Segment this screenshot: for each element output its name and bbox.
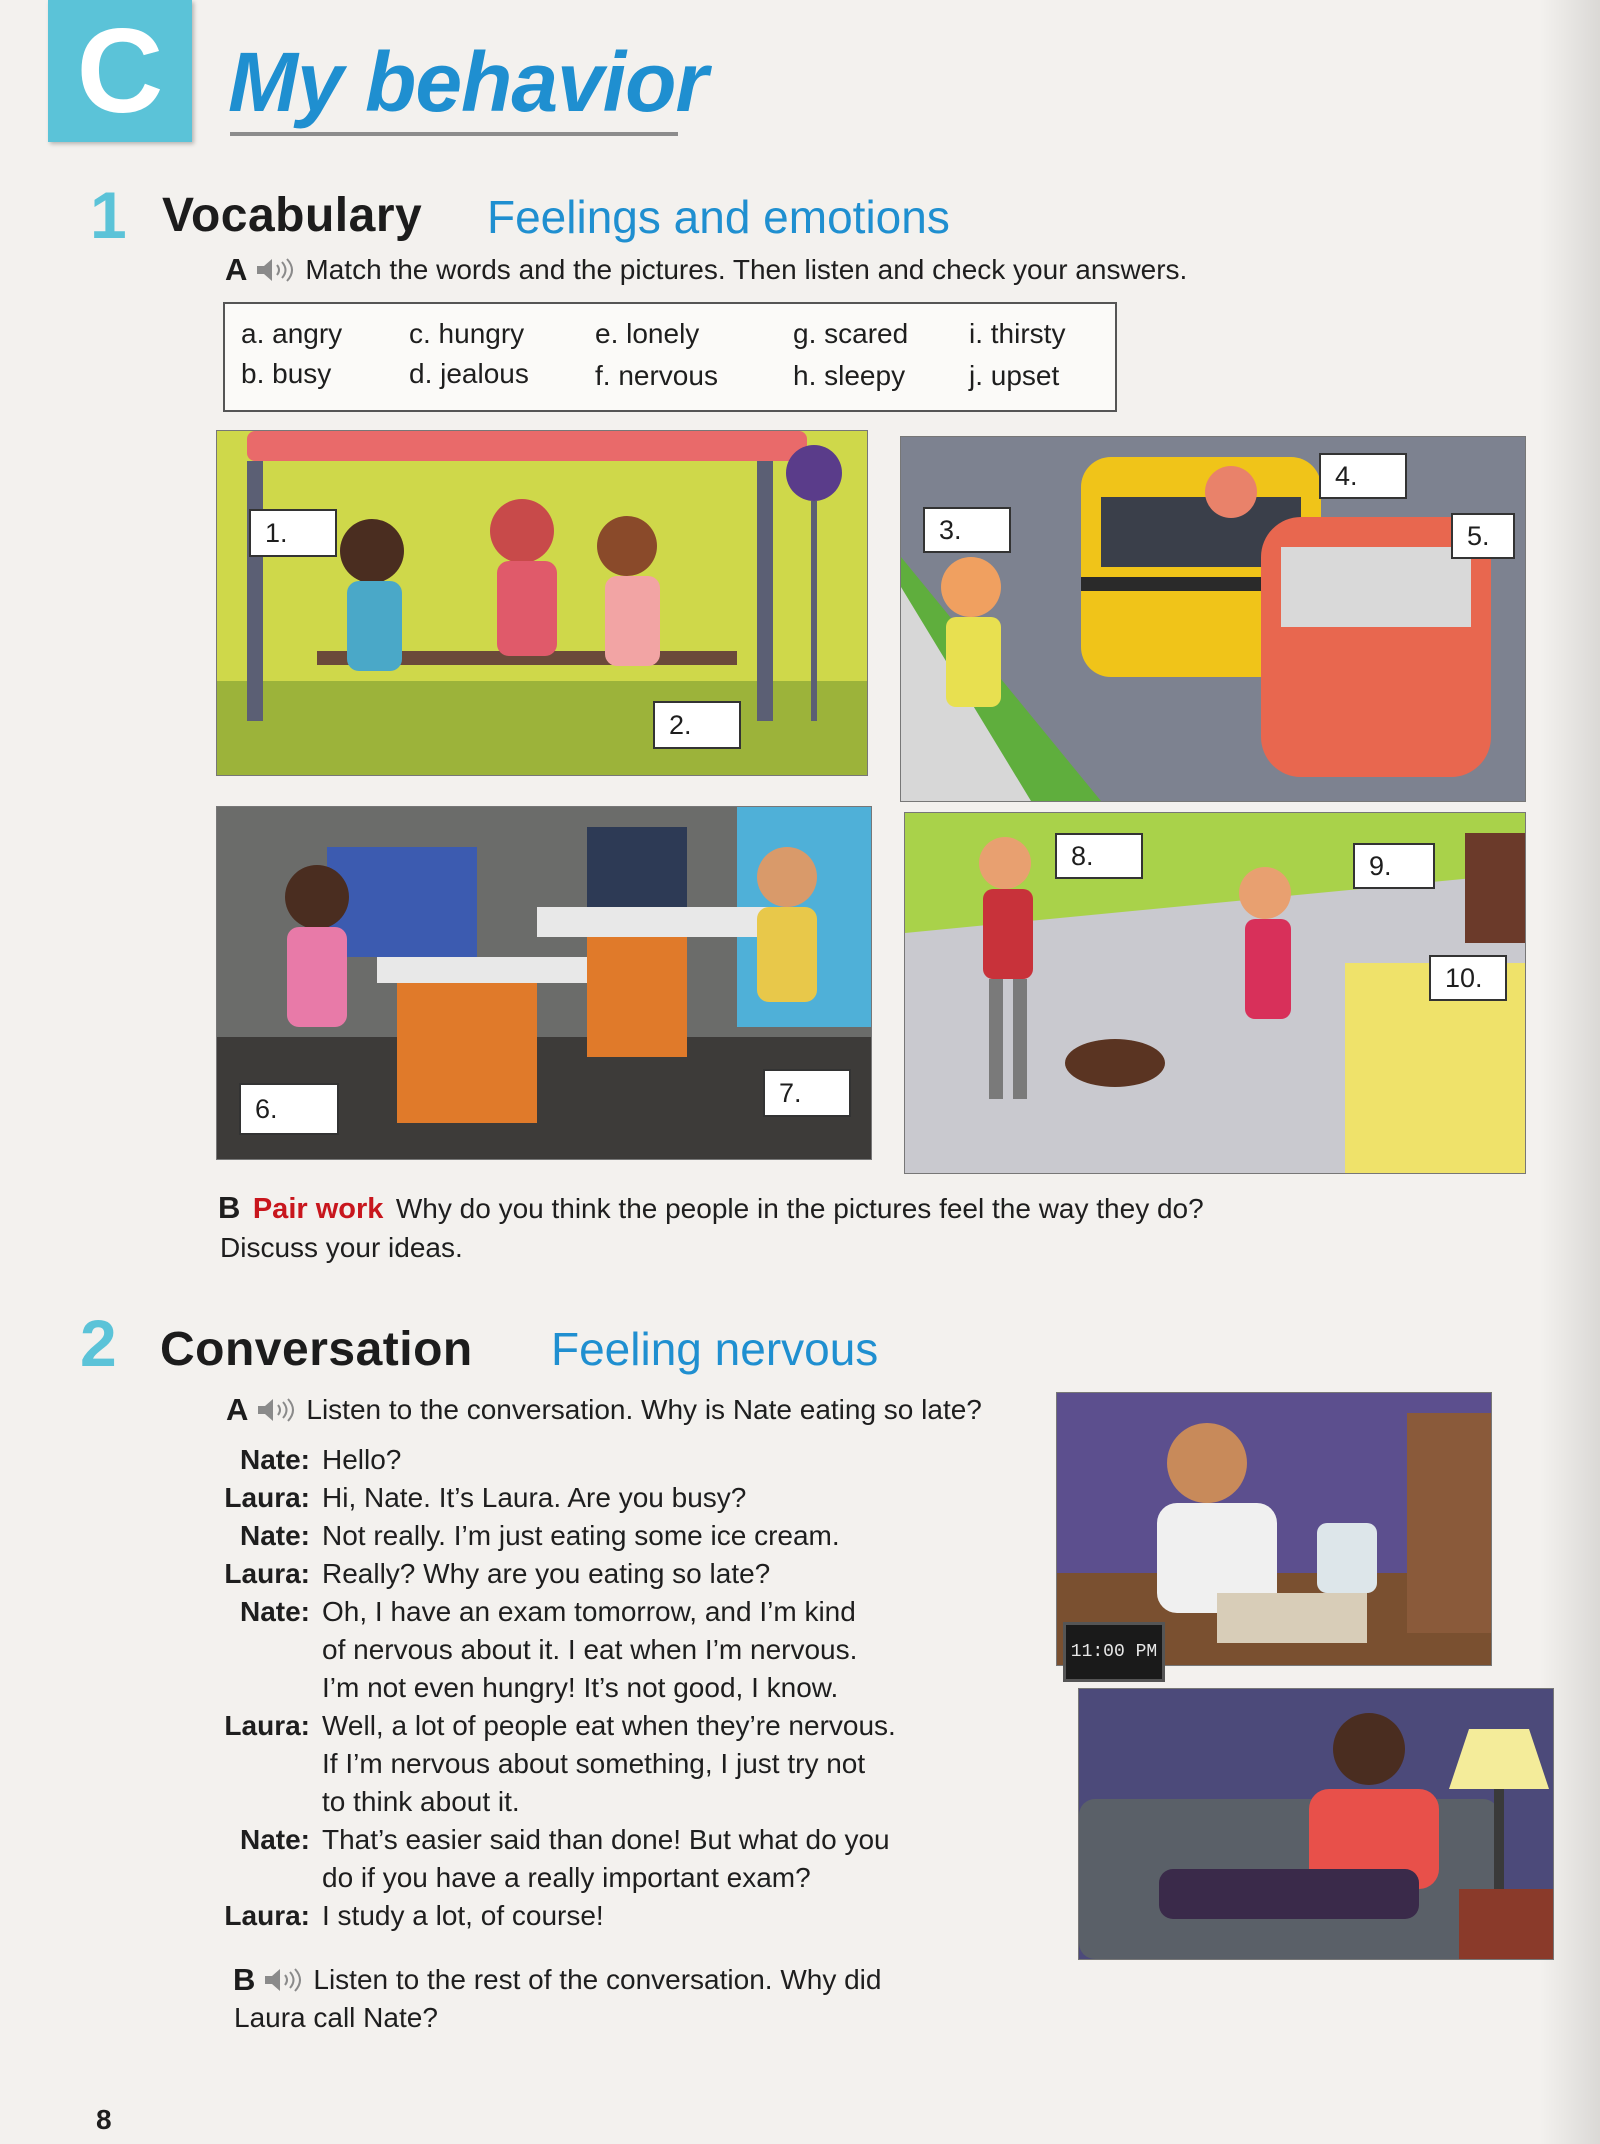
picture-number-box[interactable]: 6. bbox=[239, 1083, 339, 1135]
dialogue-line: Oh, I have an exam tomorrow, and I’m kind bbox=[322, 1596, 856, 1627]
picture-taxi-street bbox=[900, 436, 1526, 802]
word-option: j. upset bbox=[969, 360, 1060, 391]
word-option: h. sleepy bbox=[793, 360, 906, 391]
task-instruction: Match the words and the pictures. Then listen and check your answers. bbox=[305, 254, 1188, 285]
dialogue-line: That’s easier said than done! But what do you bbox=[322, 1824, 890, 1855]
laura-phone-illustration bbox=[1079, 1689, 1553, 1959]
speaker-name: Nate: bbox=[239, 1520, 310, 1551]
section-letter: C bbox=[76, 4, 164, 138]
task-b-pair-work bbox=[218, 1190, 1204, 1226]
picture-number-box[interactable]: 10. bbox=[1429, 955, 1507, 1001]
picture-sidewalk-dog bbox=[904, 812, 1526, 1174]
picture-number-box[interactable]: 3. bbox=[923, 507, 1011, 553]
section-title-conversation: Conversation bbox=[160, 1323, 473, 1376]
dialogue-line: Really? Why are you eating so late? bbox=[322, 1558, 771, 1589]
picture-office bbox=[216, 806, 872, 1160]
section-number-1: 1 bbox=[90, 178, 127, 252]
word-option: b. busy bbox=[241, 358, 332, 389]
dialogue bbox=[210, 1444, 970, 1944]
word-option: i. thirsty bbox=[969, 318, 1066, 349]
lesson-title: My behavior bbox=[228, 35, 708, 129]
task-letter: A bbox=[225, 252, 248, 287]
speaker-name: Nate: bbox=[239, 1444, 310, 1475]
picture-number-box[interactable]: 7. bbox=[763, 1069, 851, 1117]
section-letter-box bbox=[48, 0, 192, 142]
picture-number-box[interactable]: 2. bbox=[653, 701, 741, 749]
task-letter: B bbox=[218, 1190, 241, 1225]
section-number-2: 2 bbox=[80, 1306, 117, 1380]
alarm-clock bbox=[1063, 1622, 1165, 1682]
word-option: g. scared bbox=[793, 318, 909, 349]
dialogue-line: I’m not even hungry! It’s not good, I know. bbox=[322, 1672, 839, 1703]
task-instruction: Listen to the conversation. Why is Nate eating so late? bbox=[306, 1394, 982, 1425]
word-option: f. nervous bbox=[595, 360, 718, 391]
speaker-name: Laura: bbox=[224, 1482, 310, 1513]
task-letter: B bbox=[233, 1962, 256, 1997]
audio-speaker-icon[interactable] bbox=[256, 1397, 298, 1423]
section-subtitle-conversation: Feeling nervous bbox=[551, 1323, 879, 1375]
dialogue-line: to think about it. bbox=[322, 1786, 520, 1817]
word-box bbox=[223, 302, 1117, 412]
pair-work-question-cont: Discuss your ideas. bbox=[220, 1232, 463, 1263]
clock-display: 11:00 PM bbox=[1070, 1642, 1158, 1662]
dialogue-line: do if you have a really important exam? bbox=[322, 1862, 811, 1893]
word-option: e. lonely bbox=[595, 318, 700, 349]
picture-number-box[interactable]: 5. bbox=[1451, 513, 1515, 559]
bus-stop-illustration bbox=[217, 431, 867, 775]
task-b-conversation bbox=[233, 1962, 881, 1998]
task-a-vocabulary bbox=[225, 252, 1187, 288]
word-option: c. hungry bbox=[409, 318, 525, 349]
picture-laura-phone bbox=[1078, 1688, 1554, 1960]
speaker-name: Nate: bbox=[239, 1596, 310, 1627]
task-instruction-cont: Laura call Nate? bbox=[234, 2002, 438, 2033]
audio-speaker-icon[interactable] bbox=[255, 257, 297, 283]
dialogue-line: If I’m nervous about something, I just try not bbox=[322, 1748, 866, 1779]
page-number: 8 bbox=[96, 2104, 112, 2135]
speaker-name: Laura: bbox=[224, 1710, 310, 1741]
word-option: d. jealous bbox=[409, 358, 529, 389]
picture-number-box[interactable]: 8. bbox=[1055, 833, 1143, 879]
pair-work-label: Pair work bbox=[252, 1193, 384, 1225]
task-a-conversation bbox=[226, 1392, 982, 1428]
picture-bus-stop bbox=[216, 430, 868, 776]
speaker-name: Laura: bbox=[224, 1900, 310, 1931]
picture-number-box[interactable]: 4. bbox=[1319, 453, 1407, 499]
dialogue-line: I study a lot, of course! bbox=[322, 1900, 604, 1931]
title-underline bbox=[230, 132, 678, 136]
dialogue-line: Hello? bbox=[322, 1444, 402, 1475]
task-letter: A bbox=[226, 1392, 249, 1427]
dialogue-line: of nervous about it. I eat when I’m nervous. bbox=[322, 1634, 858, 1665]
audio-speaker-icon[interactable] bbox=[263, 1967, 305, 1993]
dialogue-line: Not really. I’m just eating some ice cream. bbox=[322, 1520, 840, 1551]
section-title-vocabulary: Vocabulary bbox=[162, 189, 423, 242]
word-option: a. angry bbox=[241, 318, 343, 349]
task-instruction: Listen to the rest of the conversation. Why did bbox=[313, 1964, 882, 1995]
speaker-name: Nate: bbox=[239, 1824, 310, 1855]
speaker-name: Laura: bbox=[224, 1558, 310, 1589]
picture-number-box[interactable]: 1. bbox=[249, 509, 337, 557]
dialogue-line: Well, a lot of people eat when they’re nervous. bbox=[322, 1710, 896, 1741]
pair-work-question: Why do you think the people in the pictures feel the way they do? bbox=[395, 1193, 1204, 1224]
taxi-street-illustration bbox=[901, 437, 1525, 801]
section-subtitle-vocabulary: Feelings and emotions bbox=[487, 191, 950, 243]
picture-number-box[interactable]: 9. bbox=[1353, 843, 1435, 889]
dialogue-line: Hi, Nate. It’s Laura. Are you busy? bbox=[322, 1482, 747, 1513]
